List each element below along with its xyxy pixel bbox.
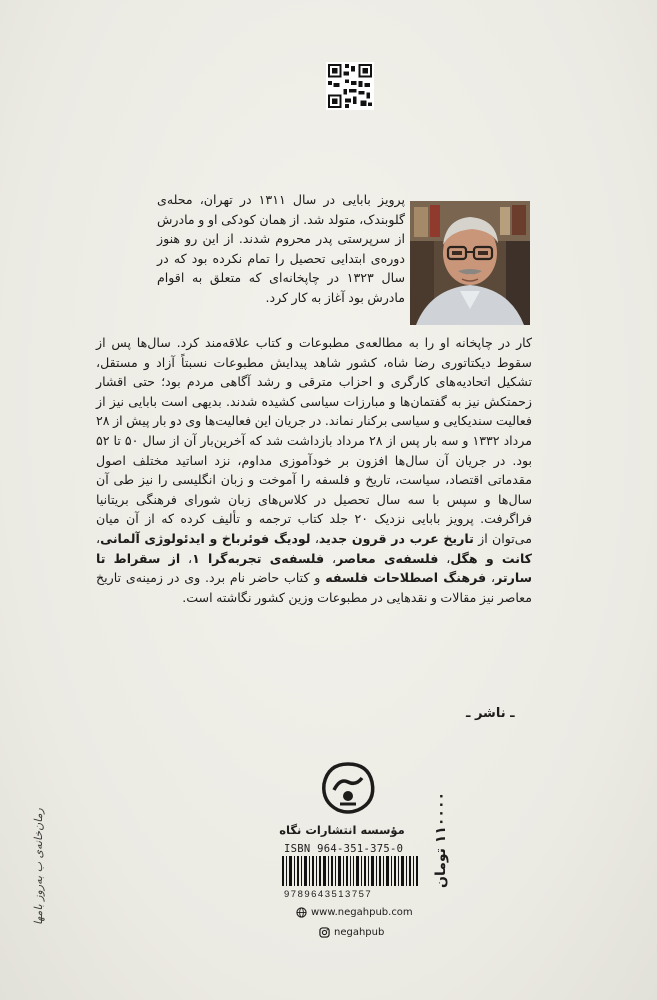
book-title: از سقراط تا سارتر <box>96 550 532 586</box>
publisher-name: مؤسسه انتشارات نگاه <box>279 823 405 837</box>
author-photo <box>410 201 530 325</box>
publisher-logo-icon <box>318 760 378 820</box>
book-title: فرهنگ اصطلاحات فلسفه <box>325 570 487 586</box>
instagram-line <box>319 927 384 938</box>
book-title: لودیگ فوئرباخ و ایدئولوژی آلمانی <box>100 530 311 546</box>
bio-paragraph-part-1: کار در چاپخانه او را به مطالعه‌ی مطبوعات و کتاب علاقه‌مند کرد. سال‌ها پس از سقوط دیکتاتوری رضا شاه، کشور شاهد پیدایش مطبوعات نسبتاً آزاد و مستقل، تشکیل اتحادیه‌های کارگری و احزاب مترقی و رشد آگاهی مردم بود؛ حتی اقشار زحمتکش نیز به گفتمان‌ها و مبارزات سیاسی کشیده شدند. بدیهی است بابایی نیز از فعالیت سندیکایی و سیاسی برکنار نماند. در جریان این فعالیت‌ها وی دو بار پیش از ۲۸ مرداد ۱۳۳۲ و سه بار پس از ۲۸ مرداد بازداشت شد که آخرین‌بار آن از سال ۵۰ تا ۵۲ بود. در جریان آن سال‌ها افزون بر خودآموزی مداوم، نزد اساتید مختلف اصول مقدماتی اقتصاد، سیاست، تاریخ و فلسفه را آموخت و زبان انگلیسی را نیز طی آن سال‌ها و سپس با سه سال تحصیل در کلاس‌های زبان شورای فرهنگی بریتانیا فراگرفت. پرویز بابایی نزدیک ۲۰ جلد کتاب ترجمه و تألیف کرده که از آن میان می‌توان از <box>96 335 532 546</box>
handwritten-note: رمان‌خانه‌ی ب به‌روز بامها <box>32 808 45 925</box>
book-title: فلسفه‌ی معاصر <box>336 550 439 566</box>
author-bio-intro: پرویز بابایی در سال ۱۳۱۱ در تهران، محله‌ی گلوبندک، متولد شد. از همان کودکی او و مادرش از سرپرستی پدر محروم شدند. از این رو هنوز دوره‌ی ابتدایی تحصیل را تمام نکرده بود که در سال ۱۳۲۳ در چاپخانه‌ای که متعلق به اقوام مادرش بود آغاز به کار کرد. <box>157 192 405 305</box>
website-url: www.negahpub.com <box>311 907 413 918</box>
instagram-handle: negahpub <box>334 927 385 938</box>
website-line <box>296 907 413 918</box>
qr-code-icon <box>326 62 374 110</box>
instagram-icon <box>319 927 330 938</box>
barcode-icon <box>282 856 420 886</box>
author-bio-main: کار در چاپخانه او را به مطالعه‌ی مطبوعات و کتاب علاقه‌مند کرد. سال‌ها پس از سقوط دیکتاتوری رضا شاه، کشور شاهد پیدایش مطبوعات نسبتاً آزاد و مستقل، تشکیل اتحادیه‌های کارگری و احزاب مترقی و رشد آگاهی مردم بود؛ حتی اقشار زحمتکش نیز به گفتمان‌ها و مبارزات سیاسی کشیده شدند. بدیهی است بابایی نیز از فعالیت سندیکایی و سیاسی برکنار نماند. در جریان این فعالیت‌ها وی دو بار پیش از ۲۸ مرداد ۱۳۳۲ و سه بار پس از ۲۸ مرداد بازداشت شد که آخرین‌بار آن از سال ۵۰ تا ۵۲ بود. در جریان آن سال‌ها افزون بر خودآموزی مداوم، نزد اساتید مختلف اصول مقدماتی اقتصاد، سیاست، تاریخ و فلسفه را آموخت و زبان انگلیسی را نیز طی آن سال‌ها و سپس با سه سال تحصیل در کلاس‌های زبان شورای فرهنگی بریتانیا فراگرفت. پرویز بابایی نزدیک ۲۰ جلد کتاب ترجمه و تألیف کرده که از آن میان می‌توان از تاریخ عرب در قرون جدید، لودیگ فوئرباخ و ایدئولوژی آلمانی، کانت و هگل، فلسفه‌ی معاصر، فلسفه‌ی تجربه‌گرا ۱، از سقراط تا سارتر، فرهنگ اصطلاحات فلسفه و کتاب حاضر نام برد. وی در زمینه‌ی تاریخ معاصر نیز مقالات و نقدهایی در مطبوعات وزین کشور نگاشته است. <box>96 335 533 605</box>
isbn-number: ISBN 964-351-375-0 <box>284 843 404 855</box>
globe-icon <box>296 907 307 918</box>
book-title: فلسفه‌ی تجربه‌گرا ۱ <box>192 550 325 566</box>
barcode-number: 9789643513757 <box>284 889 373 900</box>
bio-paragraph-part-2: و کتاب حاضر نام برد. وی در زمینه‌ی تاریخ معاصر نیز مقالات و نقدهایی در مطبوعات وزین کشور نگاشته است. <box>96 570 532 605</box>
book-title: تاریخ عرب در قرون جدید <box>318 530 474 546</box>
price-label: ۱۱۰۰۰۰ تومان <box>433 791 449 888</box>
book-title: کانت و هگل <box>450 550 533 566</box>
publisher-signature: ـ ناشر ـ <box>466 706 515 721</box>
